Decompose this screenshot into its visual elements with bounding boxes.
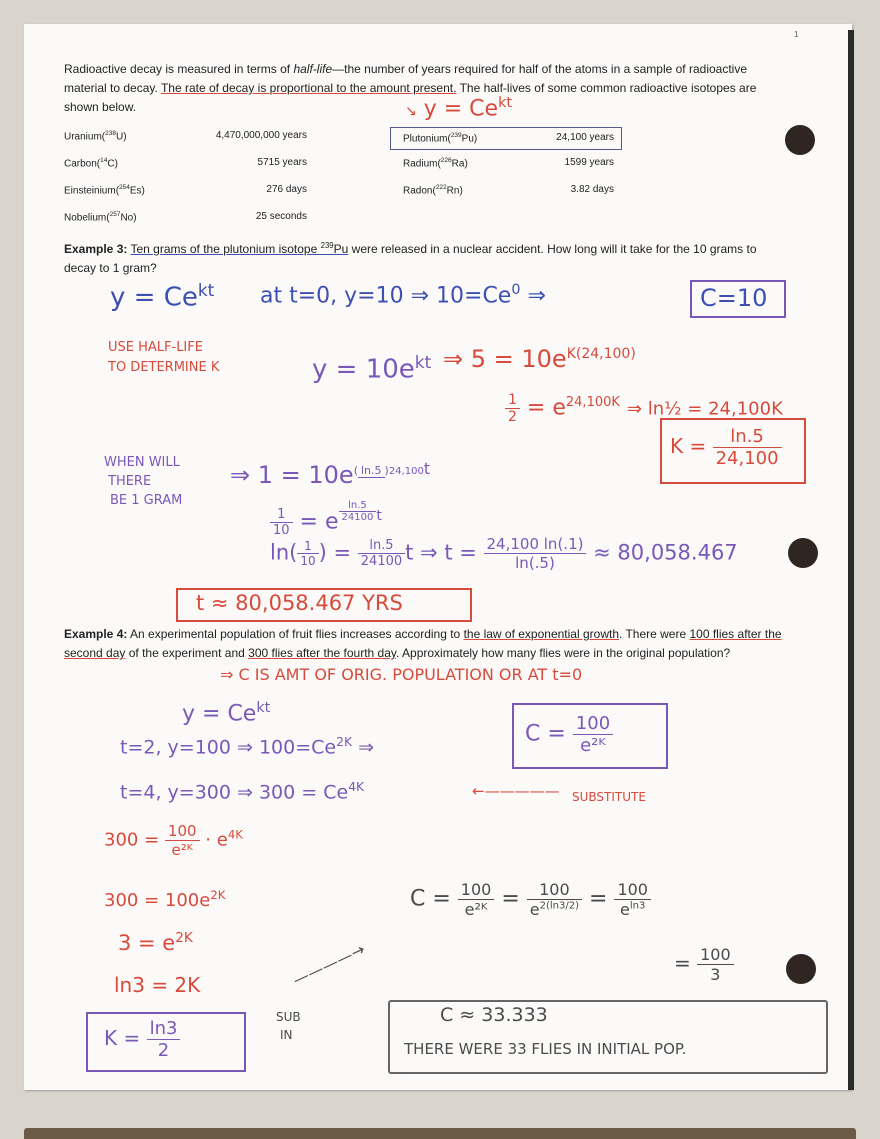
ex3-line1: $y = Ce^{kt}$ — [110, 280, 215, 313]
ex4-c-calc-final: = $\frac{100}{3}$ — [674, 945, 734, 984]
ex4-substitute-label: SUBSTITUTE — [572, 790, 646, 804]
ex3-line5: $\frac{1}{10}$ = e $\frac{\ln.5}{24100}$ $^t$ — [270, 500, 382, 538]
ex4-line5: $300 = 100e^{2K}$ — [104, 888, 226, 911]
ex4-substitute-arrow: ←————— — [472, 782, 560, 800]
rate-sentence: The rate of decay is proportional to the amount present. — [160, 81, 457, 95]
ex3-note-halflife: USE HALF-LIFE — [108, 340, 203, 355]
ex3-line6: ln( $\frac{1}{10}$ ) = $\frac{\ln.5}{24100}$ t ⇒ t = $\frac{24,100 \ln(.1)}{\ln(.5)}$ ≈ 80,058.467 — [270, 535, 738, 572]
half-life-term: half-life — [293, 62, 333, 76]
halflife-plutonium: 24,100 years — [556, 132, 614, 143]
page-edge-shadow — [848, 30, 854, 1090]
example3-prompt: Example 3: Ten grams of the plutonium isotope $^{239}$Pu were released in a nuclear accident. How long will it take for the 10 grams to decay to 1 gram? — [64, 241, 757, 275]
ex4-c-calc: C = $\frac{100}{\text{e²ᴷ}}$ = $\frac{100}{e^{2(ln3/2)}}$ = $\frac{100}{e^{ln3}}$ — [410, 880, 651, 919]
isotope-radon: Radon($^{222}$Rn) — [403, 184, 463, 197]
punch-hole-top — [785, 125, 815, 155]
halflife-einsteinium: 276 days — [266, 184, 307, 195]
punch-hole-bottom — [786, 954, 816, 984]
ex4-line7: ln3 = 2K — [114, 973, 201, 997]
isotope-einsteinium: Einsteinium($^{254}$Es) — [64, 184, 145, 197]
ex3-note-when2: THERE — [108, 474, 152, 489]
ex3-note-when: WHEN WILL — [104, 455, 180, 470]
ex4-sub-in-label: SUB — [276, 1010, 301, 1024]
ex4-sub-in-arrow: ————→ — [289, 939, 368, 990]
example3-label: Example 3: — [64, 242, 128, 256]
annotation-ycekt: ↘ $y = Ce^{kt}$ — [405, 95, 512, 122]
ex3-line1-b: at t=0, y=10 ⇒ $10=Ce^0$ ⇒ — [260, 282, 546, 309]
example4-prompt: Example 4: An experimental population of fruit flies increases according to the law of exponential growth. There were 100 flies after the second day of the experiment and 300 flies after the fourth day. Approximately how many flies were in the original population? — [64, 627, 782, 660]
ex3-box-k-text: K = $\frac{\ln.5}{24,100}$ — [670, 426, 782, 469]
intro-paragraph: Radioactive decay is measured in terms of half-life—the number of years required for half of the atoms in a sample of radioactive material to decay. The rate of decay is proportional to the amount present. The half-lives of some common radioactive isotopes are shown below. — [64, 62, 757, 114]
ex3-line3: $\frac{1}{2}$ = $e^{24,100K}$ ⇒ ln½ = 24,100K — [505, 392, 783, 425]
halflife-radon: 3.82 days — [570, 184, 614, 195]
ex4-line2: t=2, y=100 ⇒ $100=Ce^{2K}$ ⇒ — [120, 735, 375, 759]
ex4-line4: 300 = $\frac{100}{\text{e²ᴷ}}$ · $e^{4K}$ — [104, 822, 243, 859]
ex4-box-k-text: K = $\frac{\ln 3}{2}$ — [104, 1018, 180, 1061]
isotope-radium: Radium($^{226}$Ra) — [403, 157, 468, 170]
halflife-radium: 1599 years — [564, 157, 614, 168]
ex4-line6: $3 = e^{2K}$ — [118, 930, 193, 955]
punch-hole-middle — [788, 538, 818, 568]
ex4-sub-in-label2: IN — [280, 1028, 293, 1042]
halflife-uranium: 4,470,000,000 years — [215, 130, 307, 141]
ex4-final-c: C ≈ 33.333 — [440, 1004, 548, 1026]
ex3-line2: $y = 10e^{kt}$ — [312, 352, 432, 385]
ex4-line1: $y = Ce^{kt}$ — [182, 700, 271, 727]
halflife-carbon: 5715 years — [257, 157, 307, 168]
ex3-note-halflife2: TO DETERMINE K — [108, 360, 220, 375]
ex3-box-c-text: C=10 — [700, 284, 768, 312]
isotope-carbon: Carbon($^{14}$C) — [64, 157, 118, 170]
isotope-plutonium: Plutonium($^{239}$Pu) — [403, 132, 478, 145]
ex4-note-c: ⇒ C IS AMT OF ORIG. POPULATION OR AT t=0 — [220, 665, 583, 684]
ex3-line2-b: ⇒ $5 = 10e^{K(24,100)}$ — [443, 345, 636, 373]
ex3-line4: ⇒ 1 = 10e( ln.5 )$^{24,100t}$ — [230, 460, 430, 489]
ex4-final-text: THERE WERE 33 FLIES IN INITIAL POP. — [404, 1040, 687, 1058]
example4-label: Example 4: — [64, 627, 128, 641]
isotope-uranium: Uranium($^{238}$U) — [64, 130, 127, 143]
ex3-note-when3: BE 1 GRAM — [110, 493, 183, 508]
page-mark: 1 — [794, 30, 799, 39]
scanner-bottom-edge — [24, 1128, 856, 1139]
ex4-line3: t=4, y=300 ⇒ $300 = Ce^{4K}$ — [120, 780, 365, 804]
isotope-nobelium: Nobelium($^{257}$No) — [64, 211, 137, 224]
halflife-nobelium: 25 seconds — [255, 211, 307, 222]
ex3-answer: t ≈ 80,058.467 YRS — [196, 591, 403, 615]
ex4-box-c-text: C = $\frac{100}{\text{e²ᴷ}}$ — [525, 713, 613, 756]
